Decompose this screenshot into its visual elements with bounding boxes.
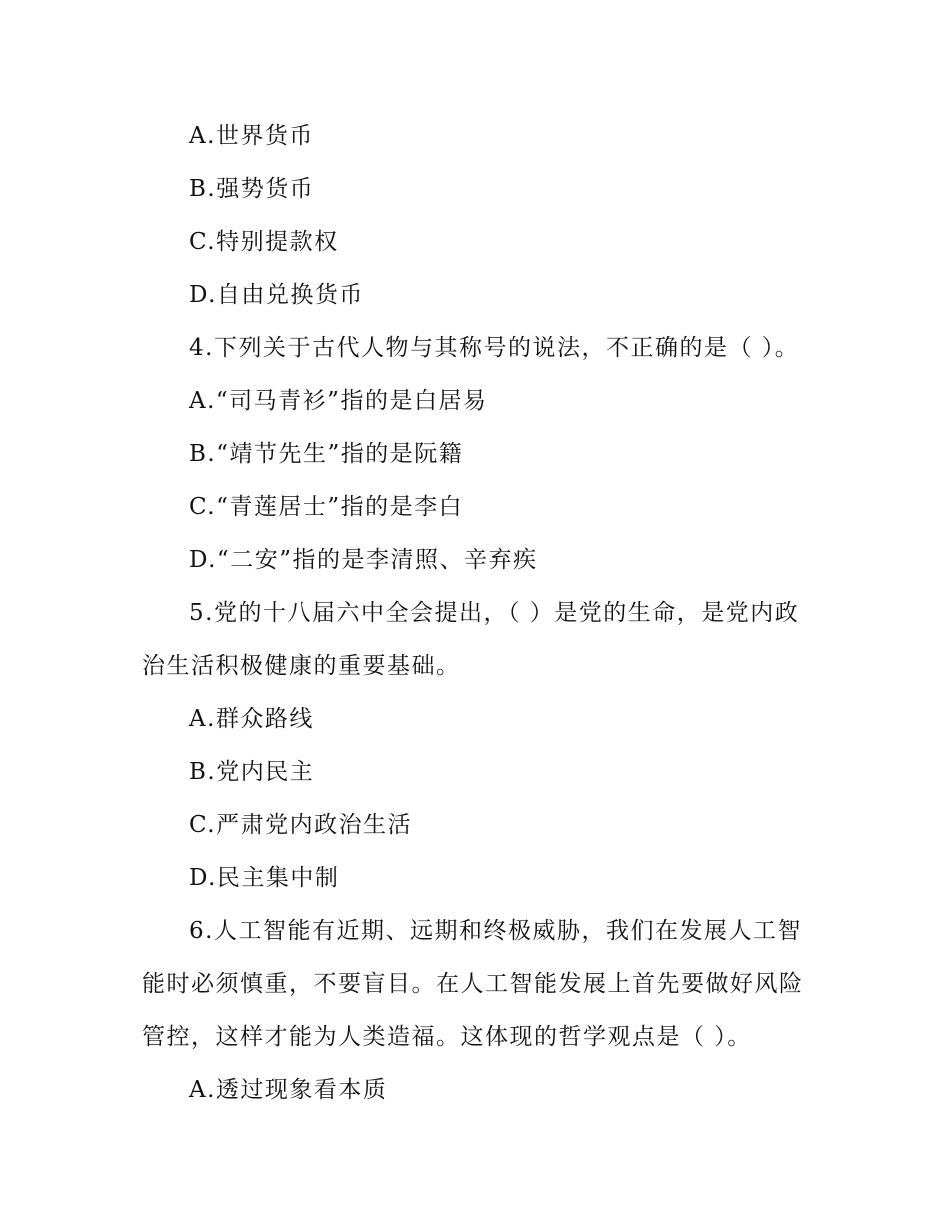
q3-option-b: B.强势货币 — [189, 176, 315, 202]
q6-stem-line-2: 能时必须慎重，不要盲目。在人工智能发展上首先要做好风险 — [142, 971, 804, 997]
q5-stem-line-2: 治生活积极健康的重要基础。 — [142, 653, 461, 679]
q4-option-d: D.“二安”指的是李清照、辛弃疾 — [189, 547, 538, 573]
q5-option-a: A.群众路线 — [189, 706, 314, 732]
q3-option-a: A.世界货币 — [189, 123, 314, 149]
q4-option-c: C.“青莲居士”指的是李白 — [189, 494, 464, 520]
q6-stem-line-3: 管控，这样才能为人类造福。这体现的哲学观点是（ ）。 — [142, 1024, 752, 1050]
q4-option-a: A.“司马青衫”指的是白居易 — [189, 388, 488, 414]
q3-option-c: C.特别提款权 — [189, 229, 339, 255]
q6-option-a: A.透过现象看本质 — [189, 1077, 388, 1103]
q4-stem: 4.下列关于古代人物与其称号的说法，不正确的是（ ）。 — [189, 335, 800, 361]
q4-option-b: B.“靖节先生”指的是阮籍 — [189, 441, 464, 467]
q5-option-d: D.民主集中制 — [189, 865, 340, 891]
question-list — [142, 110, 812, 1117]
q6-stem-line-1: 6.人工智能有近期、远期和终极威胁，我们在发展人工智 — [189, 918, 802, 944]
q3-option-d: D.自由兑换货币 — [189, 282, 364, 308]
q5-option-b: B.党内民主 — [189, 759, 315, 785]
q5-option-c: C.严肃党内政治生活 — [189, 812, 413, 838]
q5-stem-line-1: 5.党的十八届六中全会提出，（ ）是党的生命，是党内政 — [189, 600, 800, 626]
